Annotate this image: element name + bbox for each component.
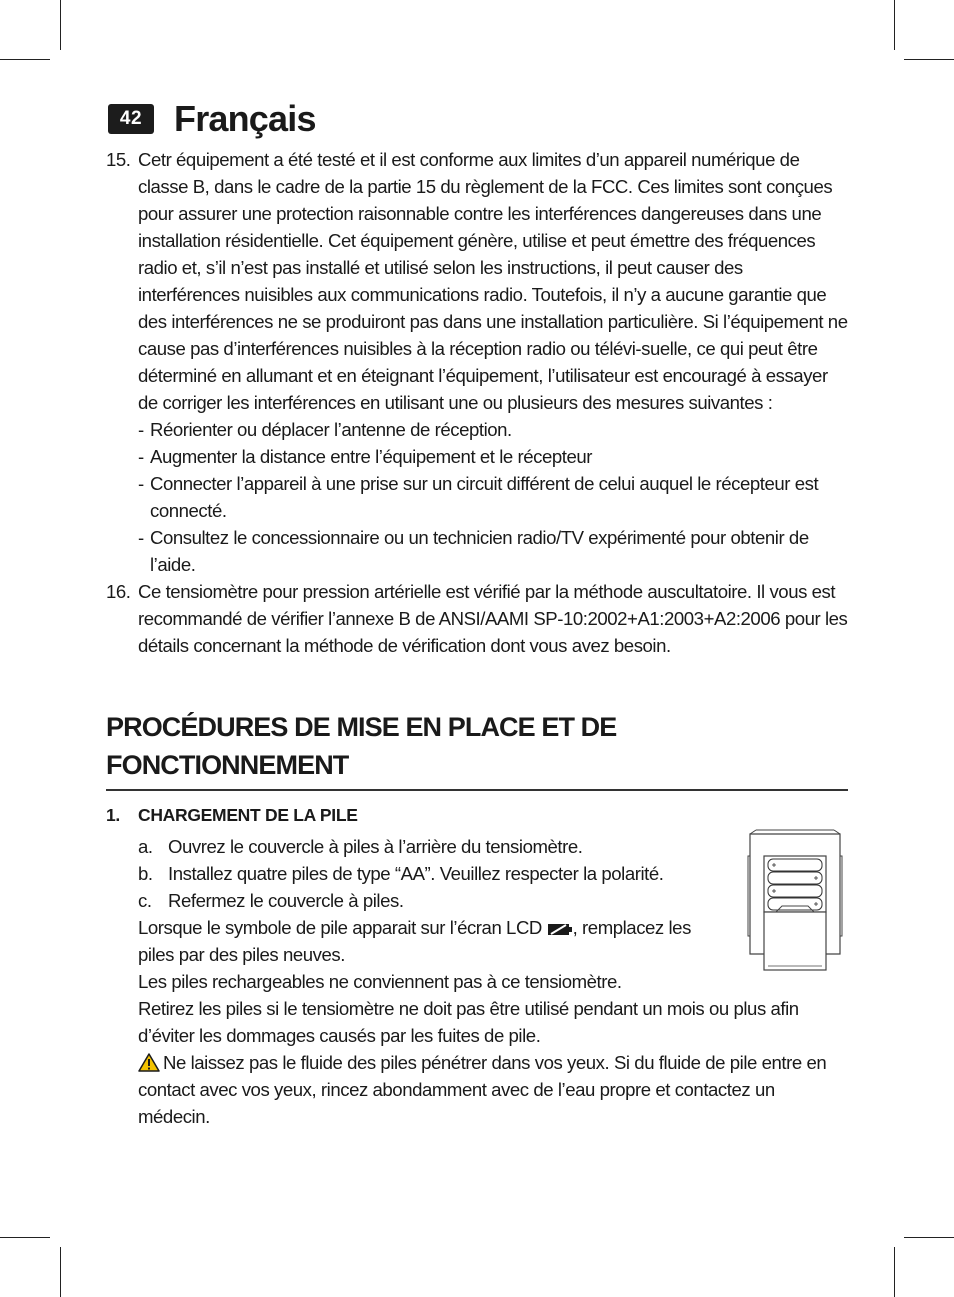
crop-mark-bottom-left-vertical	[60, 1247, 61, 1297]
crop-mark-bottom-right-vertical	[894, 1247, 895, 1297]
warning-note: Ne laissez pas le fluide des piles pénétrer dans vos yeux. Si du fluide de pile entre en contact avec vos yeux, rincez abondamment avec de l’eau propre et contactez un médecin.	[138, 1052, 827, 1127]
item-text: Cetr équipement a été testé et il est conforme aux limites d’un appareil numérique de classe B, dans le cadre de la partie 15 du règlement de la FCC. Ces limites sont conçues pour assurer une protection raisonnable contre les interférences dangereuses dans une installation résidentielle. Cet équipement génère, utilise et peut émettre des fréquences radio et, s’il n’est pas installé et utilisé selon les instructions, il peut causer des interférences nuisibles aux communications radio. Toutefois, il n’y a aucune garantie que des interférences ne se produiront pas dans une installation particulière. Si l’équipement ne cause pas d’interférences nuisibles à la réception radio ou télévi-suelle, ce qui peut être déterminé en allumant et en éteignant l’équipement, l’utilisateur est encouragé à essayer de corriger les interférences en utilisant une ou plusieurs des mesures suivantes :	[138, 149, 848, 413]
subsection-heading: 1. CHARGEMENT DE LA PILE	[106, 805, 358, 825]
item-number: 16.	[106, 581, 131, 602]
item-number: 15.	[106, 149, 131, 170]
bullet-item: - Connecter l’appareil à une prise sur un circuit différent de celui auquel le récepteur est connecté.	[138, 473, 819, 521]
bullet-item: - Augmenter la distance entre l’équipement et le récepteur	[138, 446, 592, 467]
battery-loading-section	[106, 802, 848, 1130]
remove-batteries-note: Retirez les piles si le tensiomètre ne doit pas être utilisé pendant un mois ou plus afin d’éviter les dommages causés par les fuites de pile.	[138, 998, 799, 1046]
list-item-15	[106, 146, 848, 578]
step-item: c. Refermez le couvercle à piles.	[138, 890, 404, 911]
rechargeable-note: Les piles rechargeables ne conviennent pas à ce tensiomètre.	[138, 971, 622, 992]
battery-compartment-illustration	[746, 826, 844, 972]
crop-mark-top-right-horizontal	[904, 59, 954, 60]
list-item-16	[106, 578, 848, 659]
page-number-badge: 42	[108, 104, 154, 134]
warning-icon	[138, 1053, 160, 1072]
bullet-item: - Consultez le concessionnaire ou un technicien radio/TV expérimenté pour obtenir de l’aide.	[138, 527, 809, 575]
crop-mark-bottom-right-horizontal	[904, 1237, 954, 1238]
step-item: b. Installez quatre piles de type “AA”. Veuillez respecter la polarité.	[138, 863, 664, 884]
low-battery-note: Lorsque le symbole de pile apparait sur l’écran LCD , remplacez les piles par des piles neuves.	[138, 917, 691, 965]
section-title: PROCÉDURES DE MISE EN PLACE ET DE FONCTIONNEMENT	[106, 712, 617, 780]
page-header	[108, 98, 316, 140]
crop-mark-top-left-horizontal	[0, 59, 50, 60]
crop-mark-bottom-left-horizontal	[0, 1237, 50, 1238]
fcc-notice	[106, 146, 848, 659]
bullet-item: - Réorienter ou déplacer l’antenne de réception.	[138, 419, 512, 440]
low-battery-icon	[548, 922, 572, 936]
step-item: a. Ouvrez le couvercle à piles à l’arrière du tensiomètre.	[138, 836, 583, 857]
section-divider	[106, 789, 848, 791]
language-title: Français	[174, 98, 316, 139]
crop-mark-top-left-vertical	[60, 0, 61, 50]
crop-mark-top-right-vertical	[894, 0, 895, 50]
item-text: Ce tensiomètre pour pression artérielle est vérifié par la méthode auscultatoire. Il vous est recommandé de vérifier l’annexe B de ANSI/AAMI SP-10:2002+A1:2003+A2:2006 pour les détails concernant la méthode de vérification dont vous avez besoin.	[138, 581, 848, 656]
